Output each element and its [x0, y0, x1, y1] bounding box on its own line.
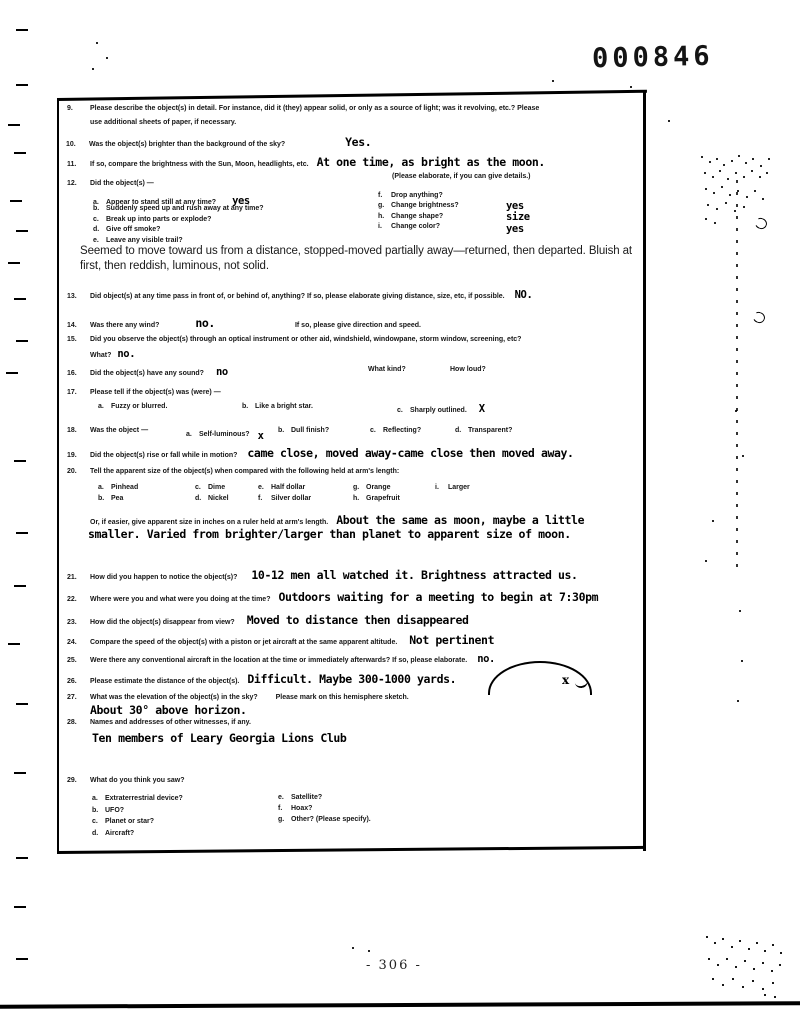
option-29c-text: Planet or star?: [105, 818, 155, 825]
option-12i-letter: i.: [378, 223, 382, 231]
option-12f-letter: f.: [378, 192, 383, 199]
option-29d: [92, 830, 183, 842]
option-20h-text: Grapefruit: [366, 495, 400, 502]
question-13-text: Did object(s) at any time pass in front of, or behind of, anything? If so, please elaborate giving distance, size, etc, if possible.: [90, 293, 505, 300]
question-27-note: Please mark on this hemisphere sketch.: [275, 694, 409, 701]
question-26: [67, 672, 456, 686]
option-29g-letter: g.: [278, 816, 285, 823]
option-29a: [92, 795, 183, 807]
option-12a-answer: yes: [232, 195, 250, 207]
question-25-answer: no.: [477, 653, 495, 665]
question-22-number: 22.: [67, 596, 77, 603]
question-21-answer: 10-12 men all watched it. Brightness attracted us.: [251, 568, 578, 582]
question-20-or-line: [90, 513, 584, 527]
option-12a-letter: a.: [93, 199, 99, 206]
question-19-answer: came close, moved away-came close then moved away.: [247, 446, 574, 460]
option-20i-text: Larger: [448, 484, 470, 491]
option-12g-letter: g.: [378, 202, 385, 210]
option-29e-text: Satellite?: [291, 794, 323, 801]
question-9-text-line2: use additional sheets of paper, if necessary.: [90, 119, 237, 126]
question-16-answer: no: [215, 366, 228, 378]
option-17c: [397, 403, 485, 415]
question-29-options-left: [92, 795, 183, 841]
option-20f: [258, 495, 311, 502]
question-23: [67, 613, 469, 627]
question-28-answer: Ten members of Leary Georgia Lions Club: [92, 731, 347, 745]
option-12c-letter: c.: [93, 215, 99, 223]
option-17a-letter: a.: [98, 403, 104, 410]
question-10-answer: Yes.: [345, 135, 372, 149]
option-29f: [278, 805, 371, 816]
question-27-text: What was the elevation of the object(s) in the sky?: [90, 694, 258, 701]
question-29-options-right: [278, 794, 371, 827]
question-13: [67, 289, 532, 301]
question-12-text: Did the object(s) —: [90, 180, 154, 187]
option-20a-letter: a.: [98, 484, 104, 491]
question-14-number: 14.: [67, 322, 77, 329]
question-18-text: Was the object —: [90, 427, 149, 434]
option-20e-letter: e.: [258, 484, 264, 491]
question-20-number: 20.: [67, 468, 77, 475]
question-11-number: 11.: [67, 161, 77, 168]
question-19-number: 19.: [67, 452, 77, 459]
question-14-text: Was there any wind?: [90, 322, 160, 329]
option-18d-letter: d.: [455, 427, 462, 434]
option-20g: [353, 484, 391, 491]
option-12g-answer: yes: [506, 200, 524, 213]
question-9: [67, 105, 539, 112]
question-12-options-left: [93, 195, 264, 247]
option-29c-letter: c.: [92, 818, 98, 825]
question-16-kind-label: What kind?: [368, 366, 406, 373]
question-20: [67, 468, 399, 475]
question-29: [67, 777, 185, 784]
option-12d-letter: d.: [93, 226, 100, 234]
question-23-text: How did the object(s) disappear from view?: [90, 619, 235, 626]
option-17c-text: Sharply outlined.: [410, 407, 467, 414]
option-29d-text: Aircraft?: [105, 829, 135, 837]
question-16-text: Did the object(s) have any sound?: [90, 370, 204, 377]
question-18: [67, 427, 148, 434]
option-17b-letter: b.: [242, 403, 249, 410]
option-12i-text: Change color?: [391, 223, 441, 231]
option-20g-text: Orange: [366, 484, 391, 491]
question-23-answer: Moved to distance then disappeared: [246, 613, 469, 627]
question-28: [67, 719, 251, 726]
option-12d: [93, 226, 264, 236]
option-18a-text: Self-luminous?: [199, 431, 250, 438]
question-24-text: Compare the speed of the object(s) with a piston or jet aircraft at the same apparent altitude.: [90, 639, 398, 646]
hemisphere-sketch-arc: [488, 661, 592, 695]
question-22-text: Where were you and what were you doing at the time?: [90, 596, 271, 603]
option-20e: [258, 484, 305, 491]
option-12e-letter: e.: [93, 236, 99, 244]
question-24-answer: Not pertinent: [409, 633, 495, 647]
option-20b: [98, 495, 123, 502]
question-26-number: 26.: [67, 678, 77, 685]
option-12f-text: Drop anything?: [391, 192, 443, 199]
question-12: [67, 180, 154, 187]
question-27: [67, 694, 409, 701]
option-20a-text: Pinhead: [111, 484, 139, 491]
question-12-elaboration-line2: first, then reddish, luminous, not solid.: [80, 260, 269, 272]
option-29a-text: Extraterrestrial device?: [105, 795, 183, 802]
question-19: [67, 446, 574, 460]
option-18c-letter: c.: [370, 427, 376, 434]
option-18d-text: Transparent?: [468, 427, 513, 434]
option-12b-text: Suddenly speed up and rush away at any time?: [106, 205, 264, 213]
option-29g-text: Other? (Please specify).: [291, 816, 371, 823]
question-20-or-text: Or, if easier, give apparent size in inches on a ruler held at arm's length.: [90, 519, 329, 526]
question-27-number: 27.: [67, 694, 77, 701]
question-15-answer: no.: [117, 348, 136, 360]
question-9-number: 9.: [67, 105, 73, 112]
option-12g: [378, 200, 524, 213]
question-16: [67, 366, 228, 378]
option-12i: [378, 223, 524, 236]
question-16-loud-label: How loud?: [450, 366, 486, 373]
option-20b-text: Pea: [111, 495, 124, 502]
question-14-answer: no.: [195, 316, 215, 330]
scan-noise-squiggle: [753, 216, 768, 230]
form-border-left: [57, 99, 59, 853]
question-21: [67, 568, 578, 582]
question-11: [67, 155, 545, 169]
question-23-number: 23.: [67, 619, 77, 626]
option-18a: [186, 427, 264, 442]
question-11-answer: At one time, as bright as the moon.: [316, 155, 545, 169]
option-20d: [195, 495, 229, 502]
question-22-answer: Outdoors waiting for a meeting to begin at 7:30pm: [278, 590, 599, 604]
question-29-number: 29.: [67, 777, 77, 784]
question-15-text: Did you observe the object(s) through an optical instrument or other aid, windshield, windowpane, storm window, screening, etc?: [90, 336, 522, 343]
option-29e: [278, 794, 371, 805]
question-10-text: Was the object(s) brighter than the background of the sky?: [89, 141, 286, 148]
option-12f: [378, 192, 459, 202]
question-27-answer: About 30° above horizon.: [90, 703, 247, 717]
option-12c-text: Break up into parts or explode?: [106, 215, 212, 223]
question-25-text: Were there any conventional aircraft in the location at the time or immediately afterwards? If so, please elaborate.: [90, 657, 468, 664]
question-22: [67, 590, 598, 604]
question-21-number: 21.: [67, 574, 77, 581]
option-17b: [242, 403, 313, 410]
option-12e-text: Leave any visible trail?: [106, 236, 183, 244]
option-18b: [278, 427, 329, 434]
form-border-right: [643, 92, 646, 851]
question-15-what-label: What?: [90, 352, 112, 359]
question-15-number: 15.: [67, 336, 77, 343]
question-29-text: What do you think you saw?: [90, 777, 185, 784]
question-21-text: How did you happen to notice the object(s)?: [90, 574, 238, 581]
question-17-text: Please tell if the object(s) was (were) —: [90, 389, 221, 396]
question-13-number: 13.: [67, 293, 77, 300]
option-29f-text: Hoax?: [291, 805, 313, 812]
option-29d-letter: d.: [92, 829, 99, 837]
page-bottom-rule: [0, 1001, 800, 1009]
option-20e-text: Half dollar: [271, 484, 306, 491]
option-20h: [353, 495, 400, 502]
question-13-answer: NO.: [514, 289, 533, 301]
page-number: - 306 -: [366, 958, 422, 973]
form-border-bottom: [57, 846, 646, 854]
question-20-text: Tell the apparent size of the object(s) when compared with the following held at arm's length:: [90, 468, 400, 475]
option-20c: [195, 484, 225, 491]
option-12a: [93, 195, 264, 205]
form-border-top: [57, 90, 647, 101]
option-20b-letter: b.: [98, 495, 105, 502]
question-24: [67, 633, 494, 647]
option-17c-letter: c.: [397, 407, 403, 414]
question-24-number: 24.: [67, 639, 77, 646]
option-17a: [98, 403, 167, 410]
option-18b-letter: b.: [278, 427, 285, 434]
option-12b: [93, 205, 264, 215]
question-18-number: 18.: [67, 427, 77, 434]
option-20i: [435, 484, 470, 491]
question-16-number: 16.: [67, 370, 77, 377]
option-18a-mark: x: [257, 430, 264, 442]
option-17b-text: Like a bright star.: [255, 403, 313, 410]
question-15: [67, 336, 521, 343]
option-18c: [370, 427, 421, 434]
question-12-elaboration-line1: Seemed to move toward us from a distance, stopped-moved partially away—returned, then departed. Bluish at: [80, 245, 633, 257]
question-17: [67, 389, 221, 396]
option-29b-text: UFO?: [105, 806, 125, 814]
scan-noise-dotted-line: [736, 180, 738, 570]
option-20h-letter: h.: [353, 495, 360, 502]
option-12h-letter: h.: [378, 212, 385, 220]
option-29a-letter: a.: [92, 795, 98, 802]
option-20c-text: Dime: [208, 484, 226, 491]
question-17-number: 17.: [67, 389, 77, 396]
option-12b-letter: b.: [93, 205, 100, 213]
option-29f-letter: f.: [278, 805, 283, 812]
question-20-answer-line1: About the same as moon, maybe a little: [336, 513, 585, 527]
question-10: [66, 135, 371, 149]
question-19-text: Did the object(s) rise or fall while in motion?: [90, 452, 238, 459]
option-12h-text: Change shape?: [391, 212, 444, 220]
option-12h-answer: size: [506, 210, 530, 223]
option-29e-letter: e.: [278, 794, 284, 801]
option-20d-text: Nickel: [208, 495, 229, 502]
option-18d: [455, 427, 512, 434]
stamp-serial-number: 000846: [591, 40, 714, 75]
option-29g: [278, 816, 371, 827]
option-12i-answer: yes: [506, 223, 524, 236]
option-20g-letter: g.: [353, 484, 360, 491]
question-26-answer: Difficult. Maybe 300-1000 yards.: [247, 672, 457, 686]
option-20f-text: Silver dollar: [271, 495, 312, 502]
option-12d-text: Give off smoke?: [106, 226, 161, 234]
question-12-options-right: [378, 192, 530, 236]
question-10-number: 10.: [66, 141, 76, 148]
question-14: [67, 316, 421, 330]
question-28-text: Names and addresses of other witnesses, if any.: [90, 719, 251, 726]
option-12c: [93, 216, 264, 226]
question-11-note: (Please elaborate, if you can give details.): [392, 173, 531, 180]
question-11-text: If so, compare the brightness with the Sun, Moon, headlights, etc.: [90, 161, 309, 168]
question-25: [67, 653, 495, 665]
option-20i-letter: i.: [435, 484, 439, 491]
option-12g-text: Change brightness?: [391, 202, 459, 210]
option-29c: [92, 818, 183, 830]
question-28-number: 28.: [67, 719, 77, 726]
scan-noise-speckles-bottom: [0, 0, 2, 2]
option-29b-letter: b.: [92, 806, 99, 814]
hemisphere-sketch-x-mark: x: [562, 673, 570, 687]
question-14-note: If so, please give direction and speed.: [294, 322, 421, 329]
question-9-text: Please describe the object(s) in detail. For instance, did it (they) appear solid, or only as a source of light; was it revolving, etc.? Please: [90, 105, 540, 112]
option-18a-letter: a.: [186, 431, 192, 438]
option-12a-text: Appear to stand still at any time?: [106, 199, 217, 206]
question-15-line2: [90, 348, 135, 360]
question-20-answer-line2: smaller. Varied from brighter/larger than planet to apparent size of moon.: [88, 527, 571, 541]
option-17a-text: Fuzzy or blurred.: [111, 403, 168, 410]
question-12-number: 12.: [67, 180, 77, 187]
scan-noise-squiggle: [751, 310, 766, 324]
option-20c-letter: c.: [195, 484, 201, 491]
option-17c-mark: X: [478, 403, 485, 415]
option-18c-text: Reflecting?: [383, 427, 422, 434]
option-20d-letter: d.: [195, 495, 202, 502]
option-20a: [98, 484, 138, 491]
option-18b-text: Dull finish?: [291, 427, 330, 434]
option-29b: [92, 807, 183, 819]
option-12h: [378, 210, 530, 223]
option-20f-letter: f.: [258, 495, 263, 502]
question-26-text: Please estimate the distance of the object(s).: [90, 678, 240, 685]
question-25-number: 25.: [67, 657, 77, 664]
